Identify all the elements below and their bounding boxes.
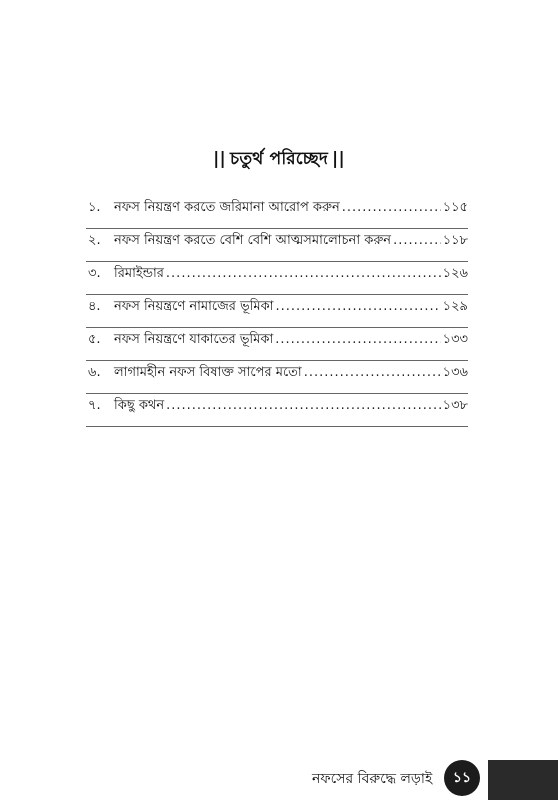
toc-row-number: ১. <box>88 200 101 215</box>
toc-row-title: নফস নিয়ন্ত্রণে নামাজের ভূমিকা <box>114 299 274 314</box>
toc-row-title: লাগামহীন নফস বিষাক্ত সাপের মতো <box>114 365 302 380</box>
toc-entry <box>114 196 468 220</box>
dot-leader <box>304 361 441 385</box>
chapter-heading <box>0 146 558 174</box>
toc-row <box>86 328 468 361</box>
toc-entry <box>114 262 468 286</box>
toc-row-page: ১১৮ <box>442 233 468 248</box>
dot-leader <box>393 229 441 253</box>
toc-row-page: ১৩৮ <box>442 398 468 413</box>
page-footer <box>300 760 558 800</box>
toc-row-page: ১১৫ <box>442 200 468 215</box>
toc-row <box>86 394 468 427</box>
toc-row <box>86 361 468 394</box>
toc-row-number: ২. <box>88 233 101 248</box>
book-title: নফসের বিরুদ্ধে লড়াই <box>312 771 433 787</box>
toc-entry <box>114 328 468 352</box>
toc-row-number: ৬. <box>88 365 101 380</box>
toc-row-page: ১২৬ <box>442 266 468 281</box>
toc-row-page: ১৩৩ <box>442 332 468 347</box>
toc-row-page: ১৩৬ <box>442 365 468 380</box>
page-number-badge <box>444 760 480 796</box>
toc-row <box>86 295 468 328</box>
toc-row-page: ১২৯ <box>442 299 468 314</box>
toc-entry <box>114 229 468 253</box>
dot-leader <box>276 295 441 319</box>
toc-row-number: ৭. <box>88 398 101 413</box>
toc-row-title: নফস নিয়ন্ত্রণ করতে বেশি বেশি আত্মসমালোচনা করুন <box>114 233 392 248</box>
dot-leader <box>166 262 441 286</box>
toc-row <box>86 229 468 262</box>
heading-bars-left: || <box>213 149 226 169</box>
toc-row <box>86 196 468 229</box>
toc-row-title: নফস নিয়ন্ত্রণে যাকাতের ভূমিকা <box>114 332 274 347</box>
table-of-contents <box>86 196 468 427</box>
toc-entry <box>114 361 468 385</box>
toc-row-title: রিমাইন্ডার <box>114 266 164 281</box>
toc-entry <box>114 394 468 418</box>
toc-row <box>86 262 468 295</box>
toc-row-number: ৪. <box>88 299 101 314</box>
chapter-title: চতুর্থ পরিচ্ছেদ <box>229 149 329 169</box>
dot-leader <box>342 196 441 220</box>
page-edge-decoration <box>488 760 558 800</box>
toc-row-number: ৩. <box>88 266 101 281</box>
toc-row-title: নফস নিয়ন্ত্রণ করতে জরিমানা আরোপ করুন <box>114 200 340 215</box>
toc-entry <box>114 295 468 319</box>
page-number: ১১ <box>452 770 472 786</box>
dot-leader <box>166 394 441 418</box>
dot-leader <box>275 328 440 352</box>
toc-row-number: ৫. <box>88 332 101 347</box>
toc-row-title: কিছু কথন <box>114 398 165 413</box>
heading-bars-right: || <box>332 149 345 169</box>
